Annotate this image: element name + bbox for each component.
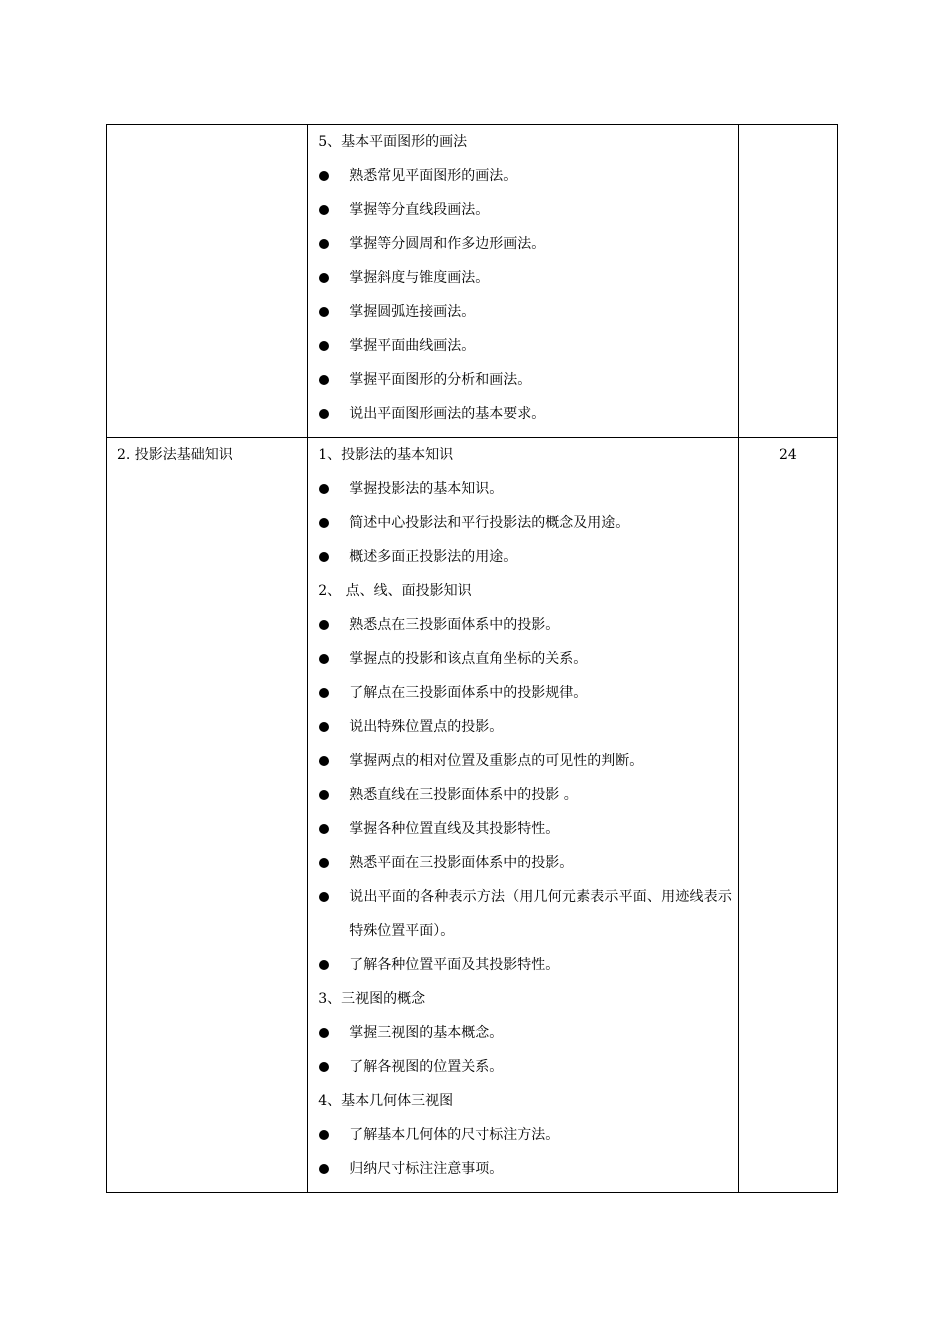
- content-cell: [308, 125, 739, 438]
- bullet-icon: [319, 205, 329, 215]
- list-item-text: 了解各视图的位置关系。: [349, 1059, 504, 1075]
- bullet-icon: [319, 375, 329, 385]
- hours-cell: [738, 125, 837, 438]
- list-item: [318, 1118, 732, 1152]
- section-heading: 3、三视图的概念: [318, 991, 426, 1007]
- table-row: [107, 125, 838, 438]
- list-item: [318, 363, 732, 397]
- bullet-icon: [319, 273, 329, 283]
- list-item: [318, 159, 732, 193]
- list-item-text: 掌握各种位置直线及其投影特性。: [349, 821, 560, 837]
- bullet-icon: [319, 858, 329, 868]
- list-item: [318, 880, 732, 948]
- list-item: [318, 1050, 732, 1084]
- list-item: [318, 397, 732, 431]
- list-item-text: 熟悉平面在三投影面体系中的投影。: [349, 855, 574, 871]
- bullet-icon: [319, 756, 329, 766]
- list-item: [318, 1152, 732, 1186]
- list-item: [318, 295, 732, 329]
- list-item-text: 了解点在三投影面体系中的投影规律。: [349, 685, 588, 701]
- bullet-icon: [319, 960, 329, 970]
- list-item-text: 掌握平面曲线画法。: [349, 338, 476, 354]
- list-item-text: 概述多面正投影法的用途。: [349, 549, 518, 565]
- list-item: [318, 261, 732, 295]
- bullet-icon: [319, 1130, 329, 1140]
- section-heading: 2、 点、线、面投影知识: [318, 583, 472, 599]
- bullet-icon: [319, 409, 329, 419]
- list-item-text: 简述中心投影法和平行投影法的概念及用途。: [349, 515, 630, 531]
- list-item: [318, 744, 732, 778]
- list-item: [318, 812, 732, 846]
- bullet-icon: [319, 171, 329, 181]
- list-item: [318, 193, 732, 227]
- list-item-text: 掌握圆弧连接画法。: [349, 304, 476, 320]
- bullet-icon: [319, 1062, 329, 1072]
- list-item-text: 掌握平面图形的分析和画法。: [349, 372, 532, 388]
- list-item: [318, 846, 732, 880]
- hours-cell: 24: [738, 438, 837, 1193]
- list-item: [318, 608, 732, 642]
- list-item-text: 归纳尺寸标注注意事项。: [349, 1161, 504, 1177]
- list-item: [318, 506, 732, 540]
- bullet-icon: [319, 824, 329, 834]
- bullet-icon: [319, 688, 329, 698]
- list-item-text: 掌握投影法的基本知识。: [349, 481, 504, 497]
- list-item-text: 熟悉直线在三投影面体系中的投影 。: [349, 787, 578, 803]
- list-item: [318, 778, 732, 812]
- content-cell: [308, 438, 739, 1193]
- list-item-text: 掌握三视图的基本概念。: [349, 1025, 504, 1041]
- list-item-text: 熟悉点在三投影面体系中的投影。: [349, 617, 560, 633]
- list-item-text: 说出特殊位置点的投影。: [349, 719, 504, 735]
- list-item-text: 说出平面的各种表示方法（用几何元素表示平面、用迹线表示特殊位置平面）。: [349, 889, 732, 939]
- bullet-icon: [319, 239, 329, 249]
- list-item: [318, 710, 732, 744]
- list-item: [318, 676, 732, 710]
- table-row: [107, 438, 838, 1193]
- bullet-icon: [319, 620, 329, 630]
- list-item-text: 了解基本几何体的尺寸标注方法。: [349, 1127, 560, 1143]
- list-item-text: 掌握等分直线段画法。: [349, 202, 490, 218]
- bullet-icon: [319, 341, 329, 351]
- syllabus-table: [106, 124, 838, 1193]
- bullet-icon: [319, 1164, 329, 1174]
- list-item-text: 掌握等分圆周和作多边形画法。: [349, 236, 546, 252]
- list-item: [318, 227, 732, 261]
- section-heading: 5、基本平面图形的画法: [318, 134, 468, 150]
- list-item: [318, 1016, 732, 1050]
- topic-cell: [107, 125, 308, 438]
- bullet-icon: [319, 654, 329, 664]
- list-item-text: 掌握斜度与锥度画法。: [349, 270, 490, 286]
- section-heading: 4、基本几何体三视图: [318, 1093, 454, 1109]
- list-item: [318, 329, 732, 363]
- list-item: [318, 948, 732, 982]
- bullet-icon: [319, 722, 329, 732]
- list-item: [318, 540, 732, 574]
- topic-cell: 2. 投影法基础知识: [107, 438, 308, 1193]
- section-heading: 1、投影法的基本知识: [318, 447, 454, 463]
- list-item: [318, 472, 732, 506]
- bullet-icon: [319, 484, 329, 494]
- list-item-text: 掌握两点的相对位置及重影点的可见性的判断。: [349, 753, 644, 769]
- bullet-icon: [319, 790, 329, 800]
- bullet-icon: [319, 552, 329, 562]
- bullet-icon: [319, 1028, 329, 1038]
- list-item-text: 说出平面图形画法的基本要求。: [349, 406, 546, 422]
- list-item-text: 掌握点的投影和该点直角坐标的关系。: [349, 651, 588, 667]
- list-item: [318, 642, 732, 676]
- bullet-icon: [319, 518, 329, 528]
- bullet-icon: [319, 307, 329, 317]
- table-body: [107, 125, 838, 1193]
- list-item-text: 了解各种位置平面及其投影特性。: [349, 957, 560, 973]
- list-item-text: 熟悉常见平面图形的画法。: [349, 168, 518, 184]
- bullet-icon: [319, 892, 329, 902]
